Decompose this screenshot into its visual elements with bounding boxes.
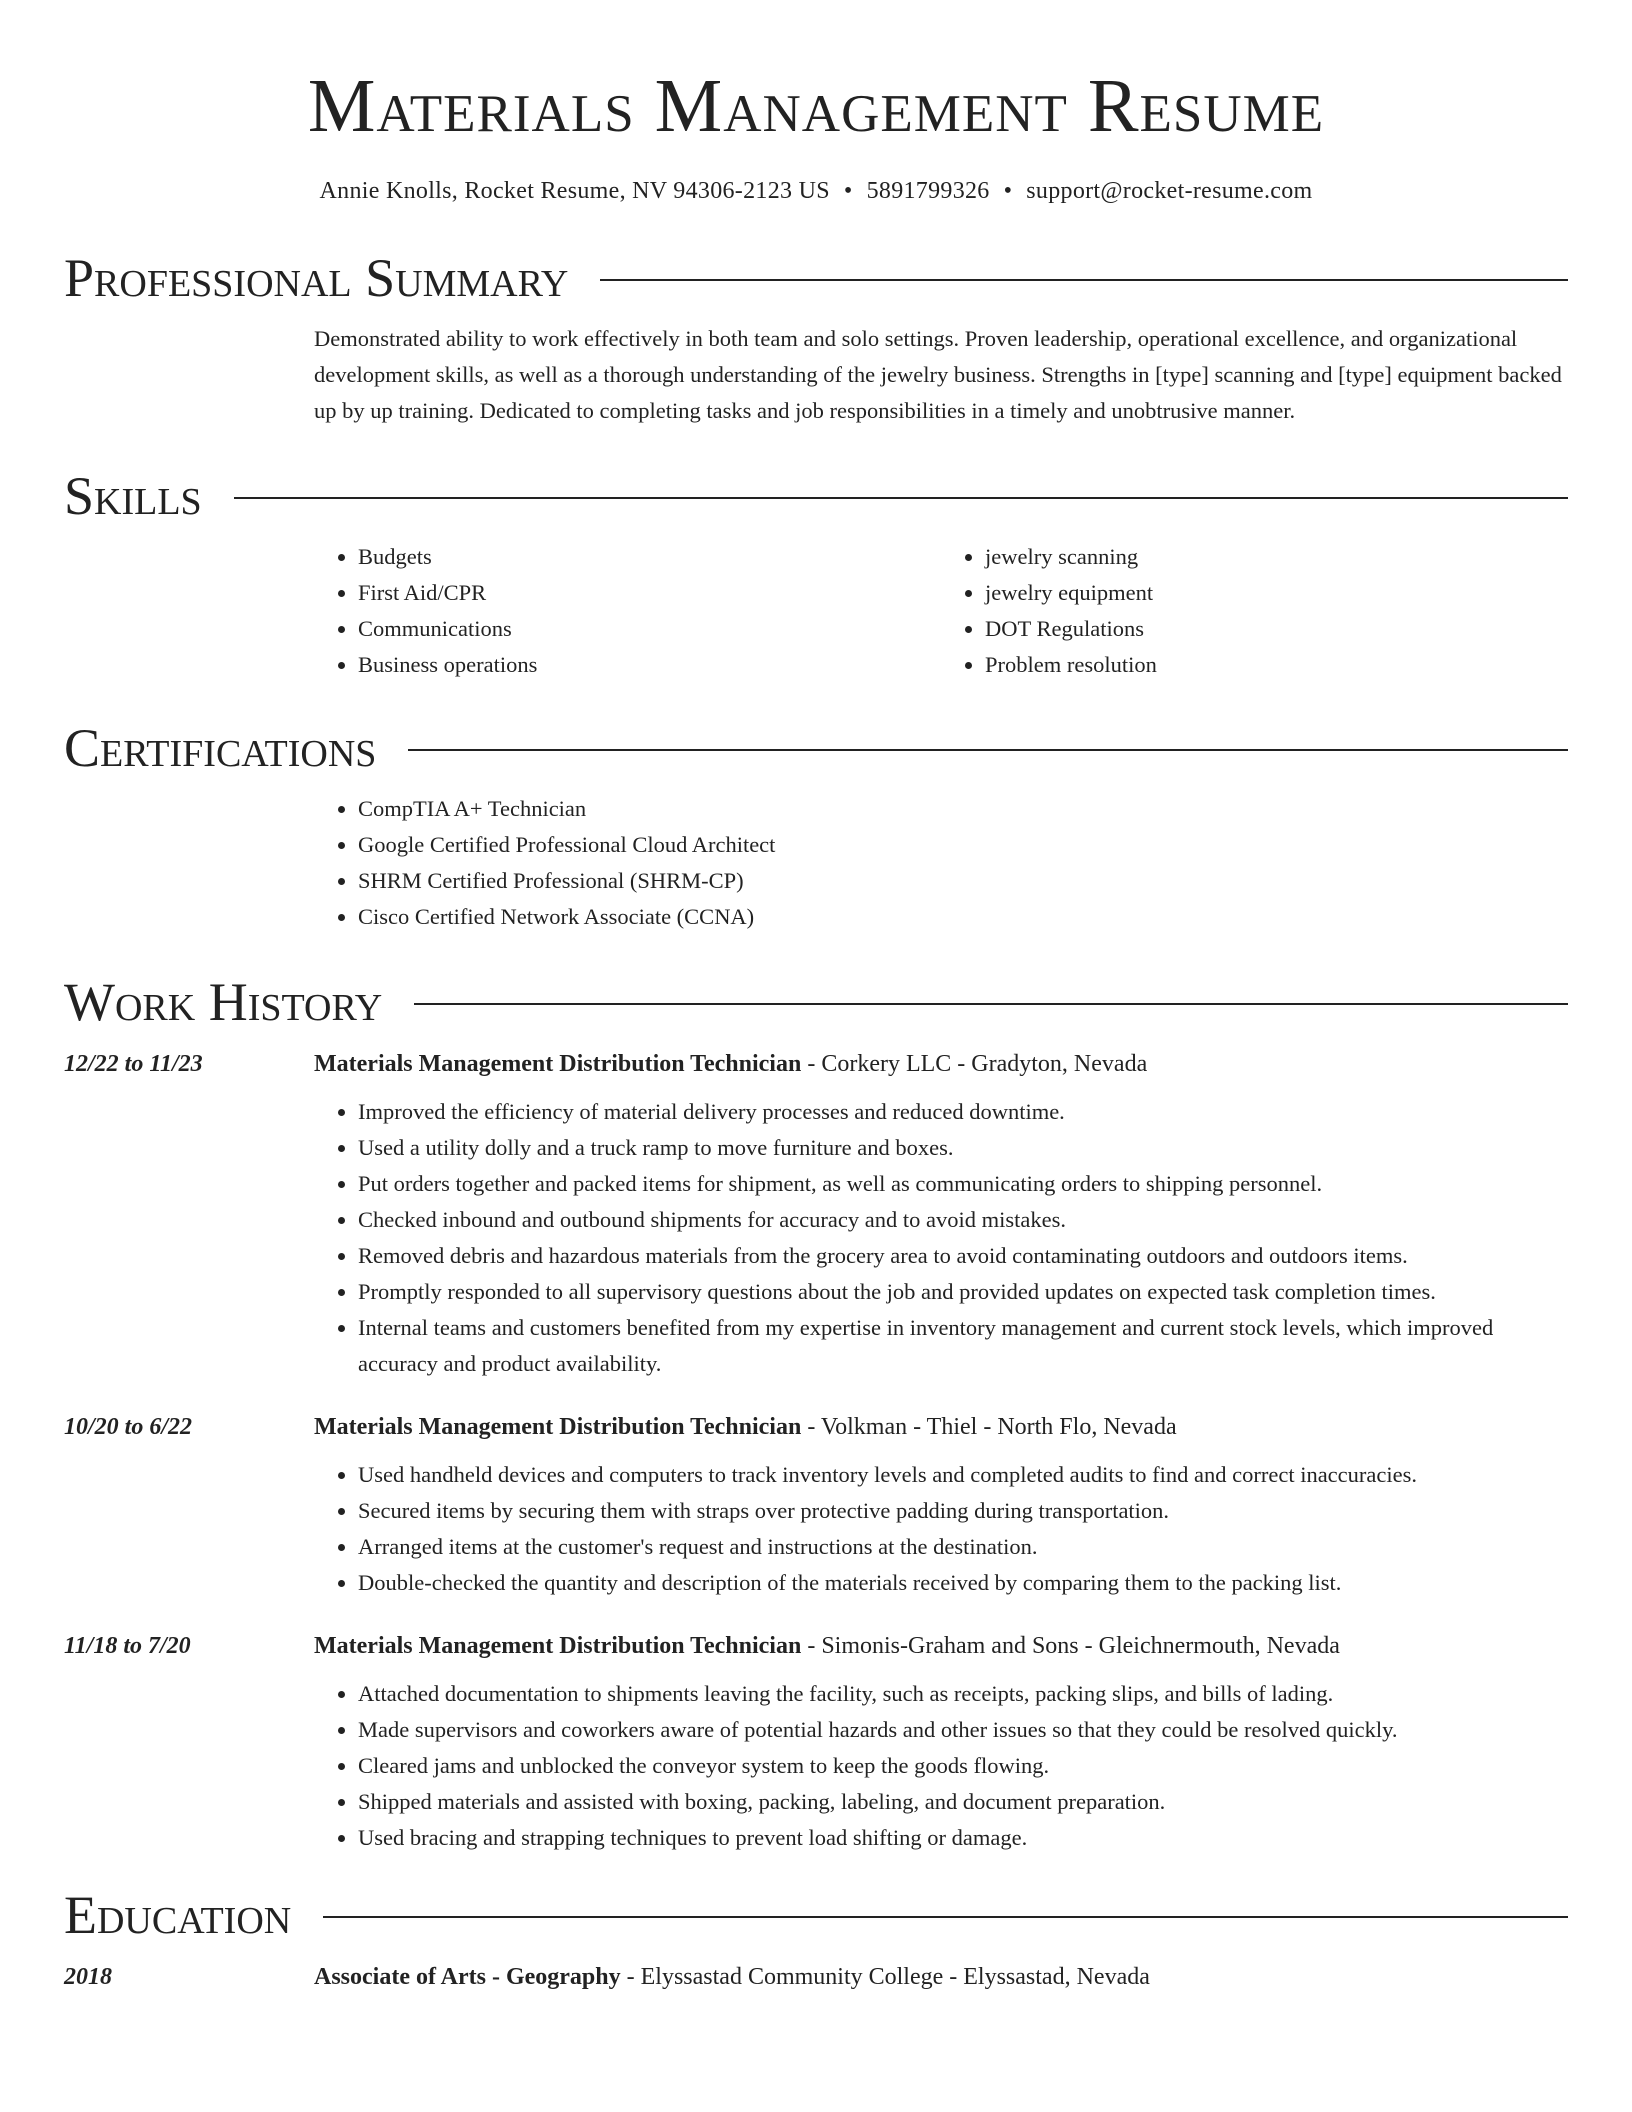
job-title-line [314, 1633, 1340, 1660]
skill-item: • Budgets [358, 539, 941, 575]
education-header [64, 1964, 1568, 1991]
education-year: 2018 [64, 1964, 112, 1990]
skills-left-column [314, 539, 941, 683]
job-bullet: • Removed debris and hazardous materials from the grocery area to avoid contaminating outdoors and outdoors items. [358, 1238, 1568, 1274]
separator-dot: • [1003, 178, 1013, 204]
certification-item: • CompTIA A+ Technician [358, 791, 1568, 827]
job-dates: 10/20 to 6/22 [64, 1414, 193, 1440]
certification-item: • Cisco Certified Network Associate (CCNA) [358, 899, 1568, 935]
job-bullet: • Used handheld devices and computers to track inventory levels and completed audits to find and correct inaccuracies. [358, 1457, 1568, 1493]
contact-address: Annie Knolls, Rocket Resume, NV 94306-2123 US [319, 178, 830, 204]
job-dates: 12/22 to 11/23 [64, 1051, 203, 1077]
section-divider [600, 279, 1568, 281]
job-bullet: • Promptly responded to all supervisory questions about the job and provided updates on expected task completion times. [358, 1274, 1568, 1310]
summary-section-header [64, 248, 1568, 308]
job-title-line [314, 1414, 1177, 1441]
job-bullet: • Attached documentation to shipments leaving the facility, such as receipts, packing slips, and bills of lading. [358, 1676, 1568, 1712]
job-bullets [314, 1676, 1568, 1856]
job-header [64, 1414, 1568, 1441]
section-divider [234, 497, 1568, 499]
contact-line [64, 178, 1568, 205]
skills-section-header [64, 466, 1568, 526]
job-title: Materials Management Distribution Technician [314, 1633, 802, 1659]
job-bullet: • Double-checked the quantity and description of the materials received by comparing them to the packing list. [358, 1565, 1568, 1601]
skill-item: • jewelry scanning [985, 539, 1568, 575]
contact-phone: 5891799326 [866, 178, 990, 204]
job-bullet: • Checked inbound and outbound shipments for accuracy and to avoid mistakes. [358, 1202, 1568, 1238]
job-employer: - Simonis-Graham and Sons - Gleichnermouth, Nevada [801, 1633, 1340, 1659]
job-title-line [314, 1051, 1147, 1078]
education-heading: Education [64, 1885, 292, 1945]
skill-item: • Problem resolution [985, 647, 1568, 683]
job-bullet: • Improved the efficiency of material delivery processes and reduced downtime. [358, 1094, 1568, 1130]
job-employer: - Corkery LLC - Gradyton, Nevada [801, 1051, 1148, 1077]
job-header [64, 1633, 1568, 1660]
summary-heading: Professional Summary [64, 248, 569, 308]
summary-text: Demonstrated ability to work effectively in both team and solo settings. Proven leadership, operational excellence, and organizational development skills, as well as a thorough understanding of the jewelry business. Strengths in [type] scanning and [type] equipment backed up by up training. Dedicated to completing tasks and job responsibilities in a timely and unobtrusive manner. [314, 326, 1562, 423]
job-bullet: • Secured items by securing them with straps over protective padding during transportation. [358, 1493, 1568, 1529]
certifications-heading: Certifications [64, 718, 377, 778]
job-entry [64, 1414, 1568, 1601]
certifications-list [314, 791, 1568, 935]
job-entry [64, 1633, 1568, 1856]
section-divider [323, 1916, 1568, 1918]
section-divider [408, 749, 1568, 751]
education-line [314, 1964, 1150, 1991]
certification-item: • SHRM Certified Professional (SHRM-CP) [358, 863, 1568, 899]
skill-item: • Communications [358, 611, 941, 647]
job-bullet: • Made supervisors and coworkers aware of potential hazards and other issues so that they could be resolved quickly. [358, 1712, 1568, 1748]
job-bullets [314, 1457, 1568, 1601]
job-employer: - Volkman - Thiel - North Flo, Nevada [801, 1414, 1177, 1440]
skill-item: • DOT Regulations [985, 611, 1568, 647]
certification-item: • Google Certified Professional Cloud Architect [358, 827, 1568, 863]
job-title: Materials Management Distribution Technician [314, 1051, 802, 1077]
job-bullets [314, 1094, 1568, 1382]
skill-item: • First Aid/CPR [358, 575, 941, 611]
job-bullet: • Cleared jams and unblocked the conveyor system to keep the goods flowing. [358, 1748, 1568, 1784]
job-header [64, 1051, 1568, 1078]
certifications-section-header [64, 718, 1568, 778]
job-dates: 11/18 to 7/20 [64, 1633, 191, 1659]
job-title: Materials Management Distribution Technician [314, 1414, 802, 1440]
job-bullet: • Put orders together and packed items for shipment, as well as communicating orders to shipping personnel. [358, 1166, 1568, 1202]
job-bullet: • Used bracing and strapping techniques to prevent load shifting or damage. [358, 1820, 1568, 1856]
education-entry [64, 1964, 1568, 1991]
job-entry [64, 1051, 1568, 1382]
education-school: - Elyssastad Community College - Elyssastad, Nevada [620, 1964, 1150, 1990]
contact-email: support@rocket-resume.com [1026, 178, 1313, 204]
work-section-header [64, 972, 1568, 1032]
skills-right-column [941, 539, 1568, 683]
job-bullet: • Arranged items at the customer's request and instructions at the destination. [358, 1529, 1568, 1565]
skill-item: • Business operations [358, 647, 941, 683]
education-section-header [64, 1885, 1568, 1945]
skill-item: • jewelry equipment [985, 575, 1568, 611]
section-divider [414, 1003, 1568, 1005]
summary-body [314, 321, 1568, 429]
skills-list [314, 539, 1568, 683]
job-bullet: • Internal teams and customers benefited from my expertise in inventory management and current stock levels, which improved accuracy and product availability. [358, 1310, 1568, 1382]
page-title: Materials Management Resume [307, 64, 1325, 148]
work-heading: Work History [64, 972, 383, 1032]
separator-dot: • [843, 178, 853, 204]
skills-heading: Skills [64, 466, 202, 526]
education-degree: Associate of Arts - Geography [314, 1964, 621, 1990]
job-bullet: • Used a utility dolly and a truck ramp to move furniture and boxes. [358, 1130, 1568, 1166]
job-bullet: • Shipped materials and assisted with boxing, packing, labeling, and document preparation. [358, 1784, 1568, 1820]
